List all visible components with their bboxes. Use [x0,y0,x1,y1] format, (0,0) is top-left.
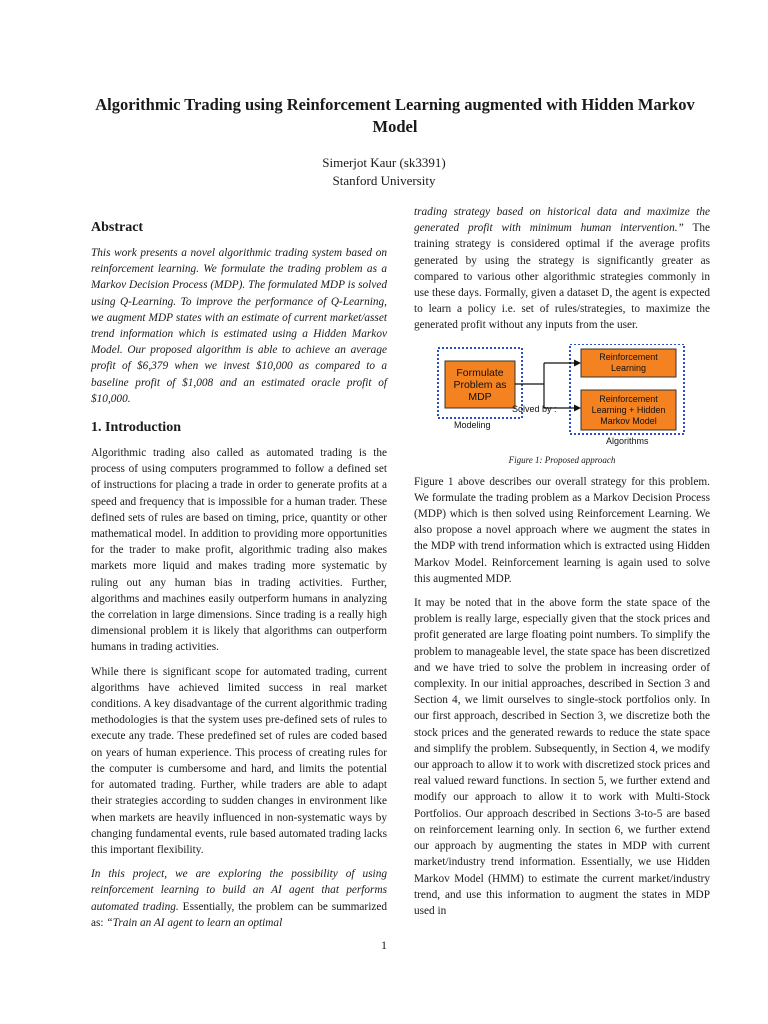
right-paragraph-1 [414,204,710,334]
abstract-heading: Abstract [91,220,144,235]
intro-paragraph-1: Algorithmic trading also called as automated trading is the process of using computers programmed to follow a defined set of instructions for placing a trade in order to generate profits at a speed and frequency that is impossible for a human trader. These defined sets of rules are based on timing, price, quantity or other mathematical model. In addition to providing more opportunities for the trader to make profit, algorithmic trading also makes markets more liquid and makes trading more systematic by ruling out any human bias in trading activities. Further, algorithms and machines easily outperform humans in analyzing the correlation in large dimensions. Since trading is a really high dimensional problem it is likely that algorithms can outperform humans in trading activities. [91,447,387,654]
intro-normal-text: Essentially, the problem can be summarized as: [91,900,388,929]
figure-diagram [414,344,686,452]
intro-paragraph-3 [91,866,387,931]
section-heading: 1. Introduction [91,420,181,436]
rl-label-wrap [581,349,676,377]
formulate-mdp-label: Formulate Problem as MDP [453,366,507,403]
right-paragraph-3: It may be noted that in the above form the state space of the problem is really large, especially given that the stock prices and profit generated are large floating point numbers. To simplify the problem to manageable level, the state space has been discretized and we have tried to solve the problem in increasing order of complexity. In our initial approaches, described in Section 3 and Section 4, we limit ourselves to single-stock portfolios only. In our first approach, described in Section 3, we discretize both the stock prices and the generated rewards to reduce the state space and simplify the problem. Subsequently, in Section 4, we modify our approach to allow it to work with discretized stock prices and real valued reward functions. In section 5, we further extend and modify our approach to allow it to work with Multi-Stock Portfolios. Our approach described in Sections 3-to-5 are based on reinforcement learning only. In section 6, we further extend our approach by augmenting the states in MDP with current market/industry trend information. Essentially, we use Hidden Markov Model (HMM) to estimate the current market/industry trend, and use this information to augment the states in MDP used in [414,597,710,917]
page-number: 1 [381,938,387,952]
right-paragraph-2: Figure 1 above describes our overall strategy for this problem. We formulate the trading problem as a Markov Decision Process (MDP) which is then solved using Reinforcement Learning. We also propose a novel approach where we augment the states in the MDP with trend information which is extracted using Hidden Markov Model. Reinforcement learning is again used to solve this augmented MDP. [414,475,710,585]
abstract-text: This work presents a novel algorithmic trading system based on reinforcement learning. We formulate the trading problem as a Markov Decision Process (MDP). The formulated MDP is solved using Q-Learning. To improve the performance of Q-Learning, we augment MDP states with an estimate of current market/asset trend information which is estimated using a Hidden Markov Model. Our proposed algorithm is able to achieve an average profit of $6,379 when we invest $10,000 as compared to a baseline profit of $1,008 and an estimated oracle profit of $10,000. [91,247,387,405]
modeling-label: Modeling [454,419,491,430]
quote-continuation: trading strategy based on historical data and maximize the generated profit with minimum human intervention.” [414,206,710,235]
intro-paragraph-2: While there is significant scope for automated trading, current algorithms have achieved limited success in real market conditions. A key disadvantage of the current algorithmic trading methodologies is that the system uses pre-defined sets of rules to execute any trade. These predefined set of rules are coded based on years of human experience. This process of creating rules for the computer is cumbersome and hard, and limits the potential for automated trading. Further, while traders are able to adapt their strategies according to sudden changes in environment like when markets are heavily influenced in non-systematic ways by changing fundamental events, rule based automated trading lacks this important flexibility. [91,665,387,856]
author-affiliation: Stanford University [332,173,436,188]
paper-title: Algorithmic Trading using Reinforcement Learning augmented with Hidden Markov Model [95,95,695,136]
right-paragraph-1-rest: The training strategy is considered optimal if the average profits generated by using the strategy is significantly greater as compared to various other algorithmic strategies commonly in use these days. Formally, given a dataset D, the agent is expected to learn a policy i.e. set of rules/strategies, to maximize the generated profit without any inputs from the user. [414,222,711,332]
left-column [91,219,387,931]
right-column [414,204,710,919]
rl-hmm-label: Reinforcement Learning + Hidden Markov Model [591,393,666,426]
arrow-head [574,404,581,411]
rl-hmm-label-wrap [581,390,676,430]
arrow-head [574,359,581,366]
intro-italic-text: In this project, we are exploring the possibility of using reinforcement learning to build an AI agent that performs automated trading. [91,868,387,913]
rl-label: Reinforcement Learning [599,351,658,373]
algorithms-label: Algorithms [606,435,649,446]
figure-caption: Figure 1: Proposed approach [508,454,616,465]
formulate-mdp-label-wrap [445,361,515,408]
figure-1 [414,344,686,452]
solved-by-label: Solved by : [512,403,557,414]
intro-quote-text: “Train an AI agent to learn an optimal [106,916,283,929]
author-name: Simerjot Kaur (sk3391) [322,155,446,170]
